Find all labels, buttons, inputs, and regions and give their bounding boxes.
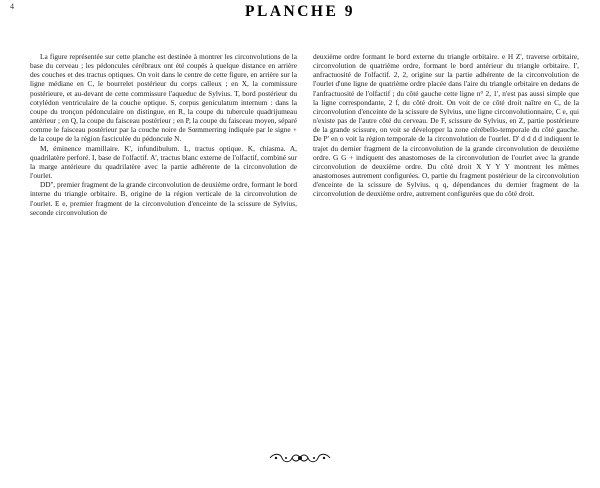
left-column <box>30 52 297 217</box>
page-number: 4 <box>10 2 14 11</box>
left-paragraph-3: DD'', premier fragment de la grande circonvolution de deuxième ordre, formant le bord interne du triangle orbitaire. B, origine de la région verticale de la circonvolution de l'ourlet. E e, premier fragment de la circonvolution d'enceinte de la scissure de Sylvius, seconde circonvolution de <box>30 180 297 217</box>
left-paragraph-2: M, éminence mamillaire. K', infundibulum. L, tractus optique. K, chiasma. A, quadrilatère perforé. I, base de l'olfactif. A', tractus blanc externe de l'olfactif, combiné sur la marge antérieure du quadrilatère avec la partie adhérente de la circonvolution de l'ourlet. <box>30 143 297 181</box>
right-column <box>313 52 579 199</box>
left-paragraph-1: La figure représentée sur cette planche est destinée à montrer les circonvolutions de la base du cerveau ; les pédoncules cérébraux ont été coupés à quelque distance en arrière des couches et des tractus optiques. On voit dans le centre de cette figure, en arrière sur la ligne médiane en C, le bourrelet postérieur du corps calleux ; en X, la commissure postérieure, et au-devant de cette commissure l'aqueduc de Sylvius. T, bord postérieur du cotylédon ventriculaire de la couche optique. S, corpus geniculatum internum : dans la coupe du tronçon pédonculaire on distingue, en R, la coupe du tubercule quadrijumeau antérieur ; en Q, la coupe du faisceau postérieur ; en P, la coupe du faisceau moyen, séparé comme le faisceau postérieur par la couche noire de Sœmmerring indiquée par le signe + de la coupe de la région fasciculée du pédoncule N. <box>30 52 297 144</box>
right-paragraph-1: deuxième ordre formant le bord externe du triangle orbitaire. e H Z', traverse orbitaire, circonvolution de quatrième ordre, formant le bord antérieur du triangle orbitaire. I', anfractuosité de l'olfactif. 2, 2, origine sur la partie adhérente de la circonvolution de l'ourlet d'une ligne de quatrième ordre placée dans l'aire du triangle orbitaire en dedans de l'anfractuosité de l'olfactif ; du côté gauche cette ligne n° 2, 1', n'est pas aussi simple que la ligne correspondante, 2 f, du côté droit. On voit de ce côté droit naître en C, de la circonvolution d'enceinte de la scissure de Sylvius, une ligne circonvolutionnaire, C e, qui n'existe pas de l'autre côté du cerveau. De F, scissure de Sylvius, en Z, partie postérieure de la grande scissure, on voit se développer la zone cérébello-temporale du côté gauche. De P' en o voit la région temporale de la circonvolution de l'ourlet. D' d d d d indiquent le trajet du dernier fragment de la circonvolution de la grande circonvolution de deuxième ordre. G G + indiquent des anastomoses de la circonvolution de l'ourlet avec la grande circonvolution de deuxième ordre. Du côté droit X Y Y Y montrent les mêmes anastomoses autrement configurées. O, partie du fragment postérieur de la circonvolution d'enceinte de la scissure de Sylvius. q q, dépendances du dernier fragment de la circonvolution de deuxième ordre, autrement configurées que du côté droit. <box>313 52 579 199</box>
scroll-ornament-icon <box>268 452 332 464</box>
plate-title: PLANCHE 9 <box>245 3 355 20</box>
